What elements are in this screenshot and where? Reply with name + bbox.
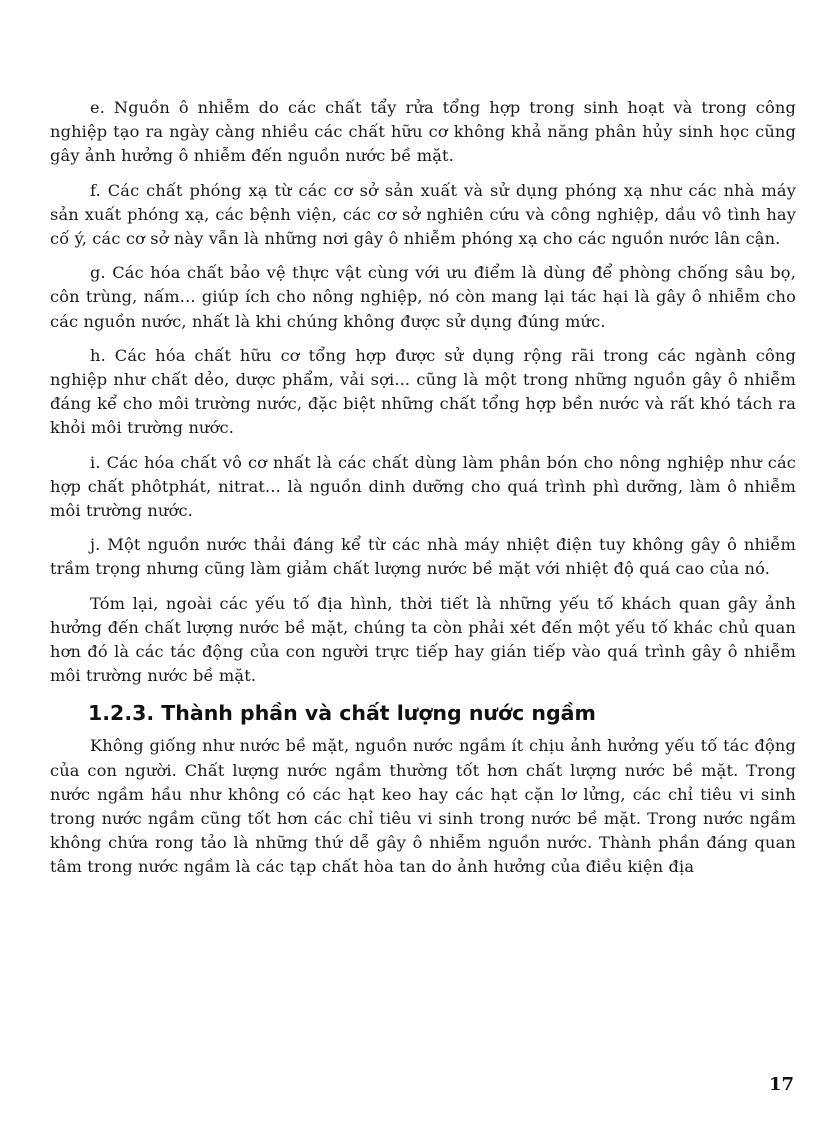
paragraph-f: f. Các chất phóng xạ từ các cơ sở sản xuất và sử dụng phóng xạ như các nhà máy sản xuất phóng xạ, các bệnh viện, các cơ sở nghiên cứu và công nghiệp, dầu vô tình hay cố ý, các cơ sở này vẫn là những nơi gây ô nhiễm phóng xạ cho các nguồn nước lân cận. [50, 180, 796, 249]
paragraph-h: h. Các hóa chất hữu cơ tổng hợp được sử dụng rộng rãi trong các ngành công nghiệp như chất dẻo, dược phẩm, vải sợi... cũng là một trong những nguồn gây ô nhiễm đáng kể cho môi trường nước, đặc biệt những chất tổng hợp bền nước và rất khó tách ra khỏi môi trường nước. [50, 345, 796, 438]
page-content [50, 96, 796, 890]
paragraph-e: e. Nguồn ô nhiễm do các chất tẩy rửa tổng hợp trong sinh hoạt và trong công nghiệp tạo ra ngày càng nhiều các chất hữu cơ không khả năng phân hủy sinh học cũng gây ảnh hưởng ô nhiễm đến nguồn nước bề mặt. [50, 98, 796, 166]
paragraph-g: g. Các hóa chất bảo vệ thực vật cùng với ưu điểm là dùng để phòng chống sâu bọ, côn trùng, nấm... giúp ích cho nông nghiệp, nó còn mang lại tác hại là gây ô nhiễm cho các nguồn nước, nhất là khi chúng không được sử dụng đúng mức. [50, 263, 796, 331]
section-heading: 1.2.3. Thành phần và chất lượng nước ngầm [88, 701, 596, 726]
paragraph-summary: Tóm lại, ngoài các yếu tố địa hình, thời tiết là những yếu tố khách quan gây ảnh hưởng đến chất lượng nước bề mặt, chúng ta còn phải xét đến một yếu tố khác chủ quan hơn đó là các tác động của con người trực tiếp hay gián tiếp vào quá trình gây ô nhiễm môi trường nước bề mặt. [50, 593, 796, 686]
page-number: 17 [768, 1074, 794, 1095]
paragraph-i: i. Các hóa chất vô cơ nhất là các chất dùng làm phân bón cho nông nghiệp như các hợp chất phôtphát, nitrat... là nguồn dinh dưỡng cho quá trình phì dưỡng, làm ô nhiễm môi trường nước. [50, 452, 796, 521]
paragraph-j: j. Một nguồn nước thải đáng kể từ các nhà máy nhiệt điện tuy không gây ô nhiễm trầm trọng nhưng cũng làm giảm chất lượng nước bề mặt với nhiệt độ quá cao của nó. [50, 535, 796, 579]
paragraph-groundwater: Không giống như nước bề mặt, nguồn nước ngầm ít chịu ảnh hưởng yếu tố tác động của con người. Chất lượng nước ngầm thường tốt hơn chất lượng nước bề mặt. Trong nước ngầm hầu như không có các hạt keo hay các hạt cặn lơ lửng, các chỉ tiêu vi sinh trong nước ngầm cũng tốt hơn các chỉ tiêu vi sinh trong nước bề mặt. Trong nước ngầm không chứa rong tảo là những thứ dễ gây ô nhiễm nguồn nước. Thành phần đáng quan tâm trong nước ngầm là các tạp chất hòa tan do ảnh hưởng của điều kiện địa [50, 736, 796, 877]
